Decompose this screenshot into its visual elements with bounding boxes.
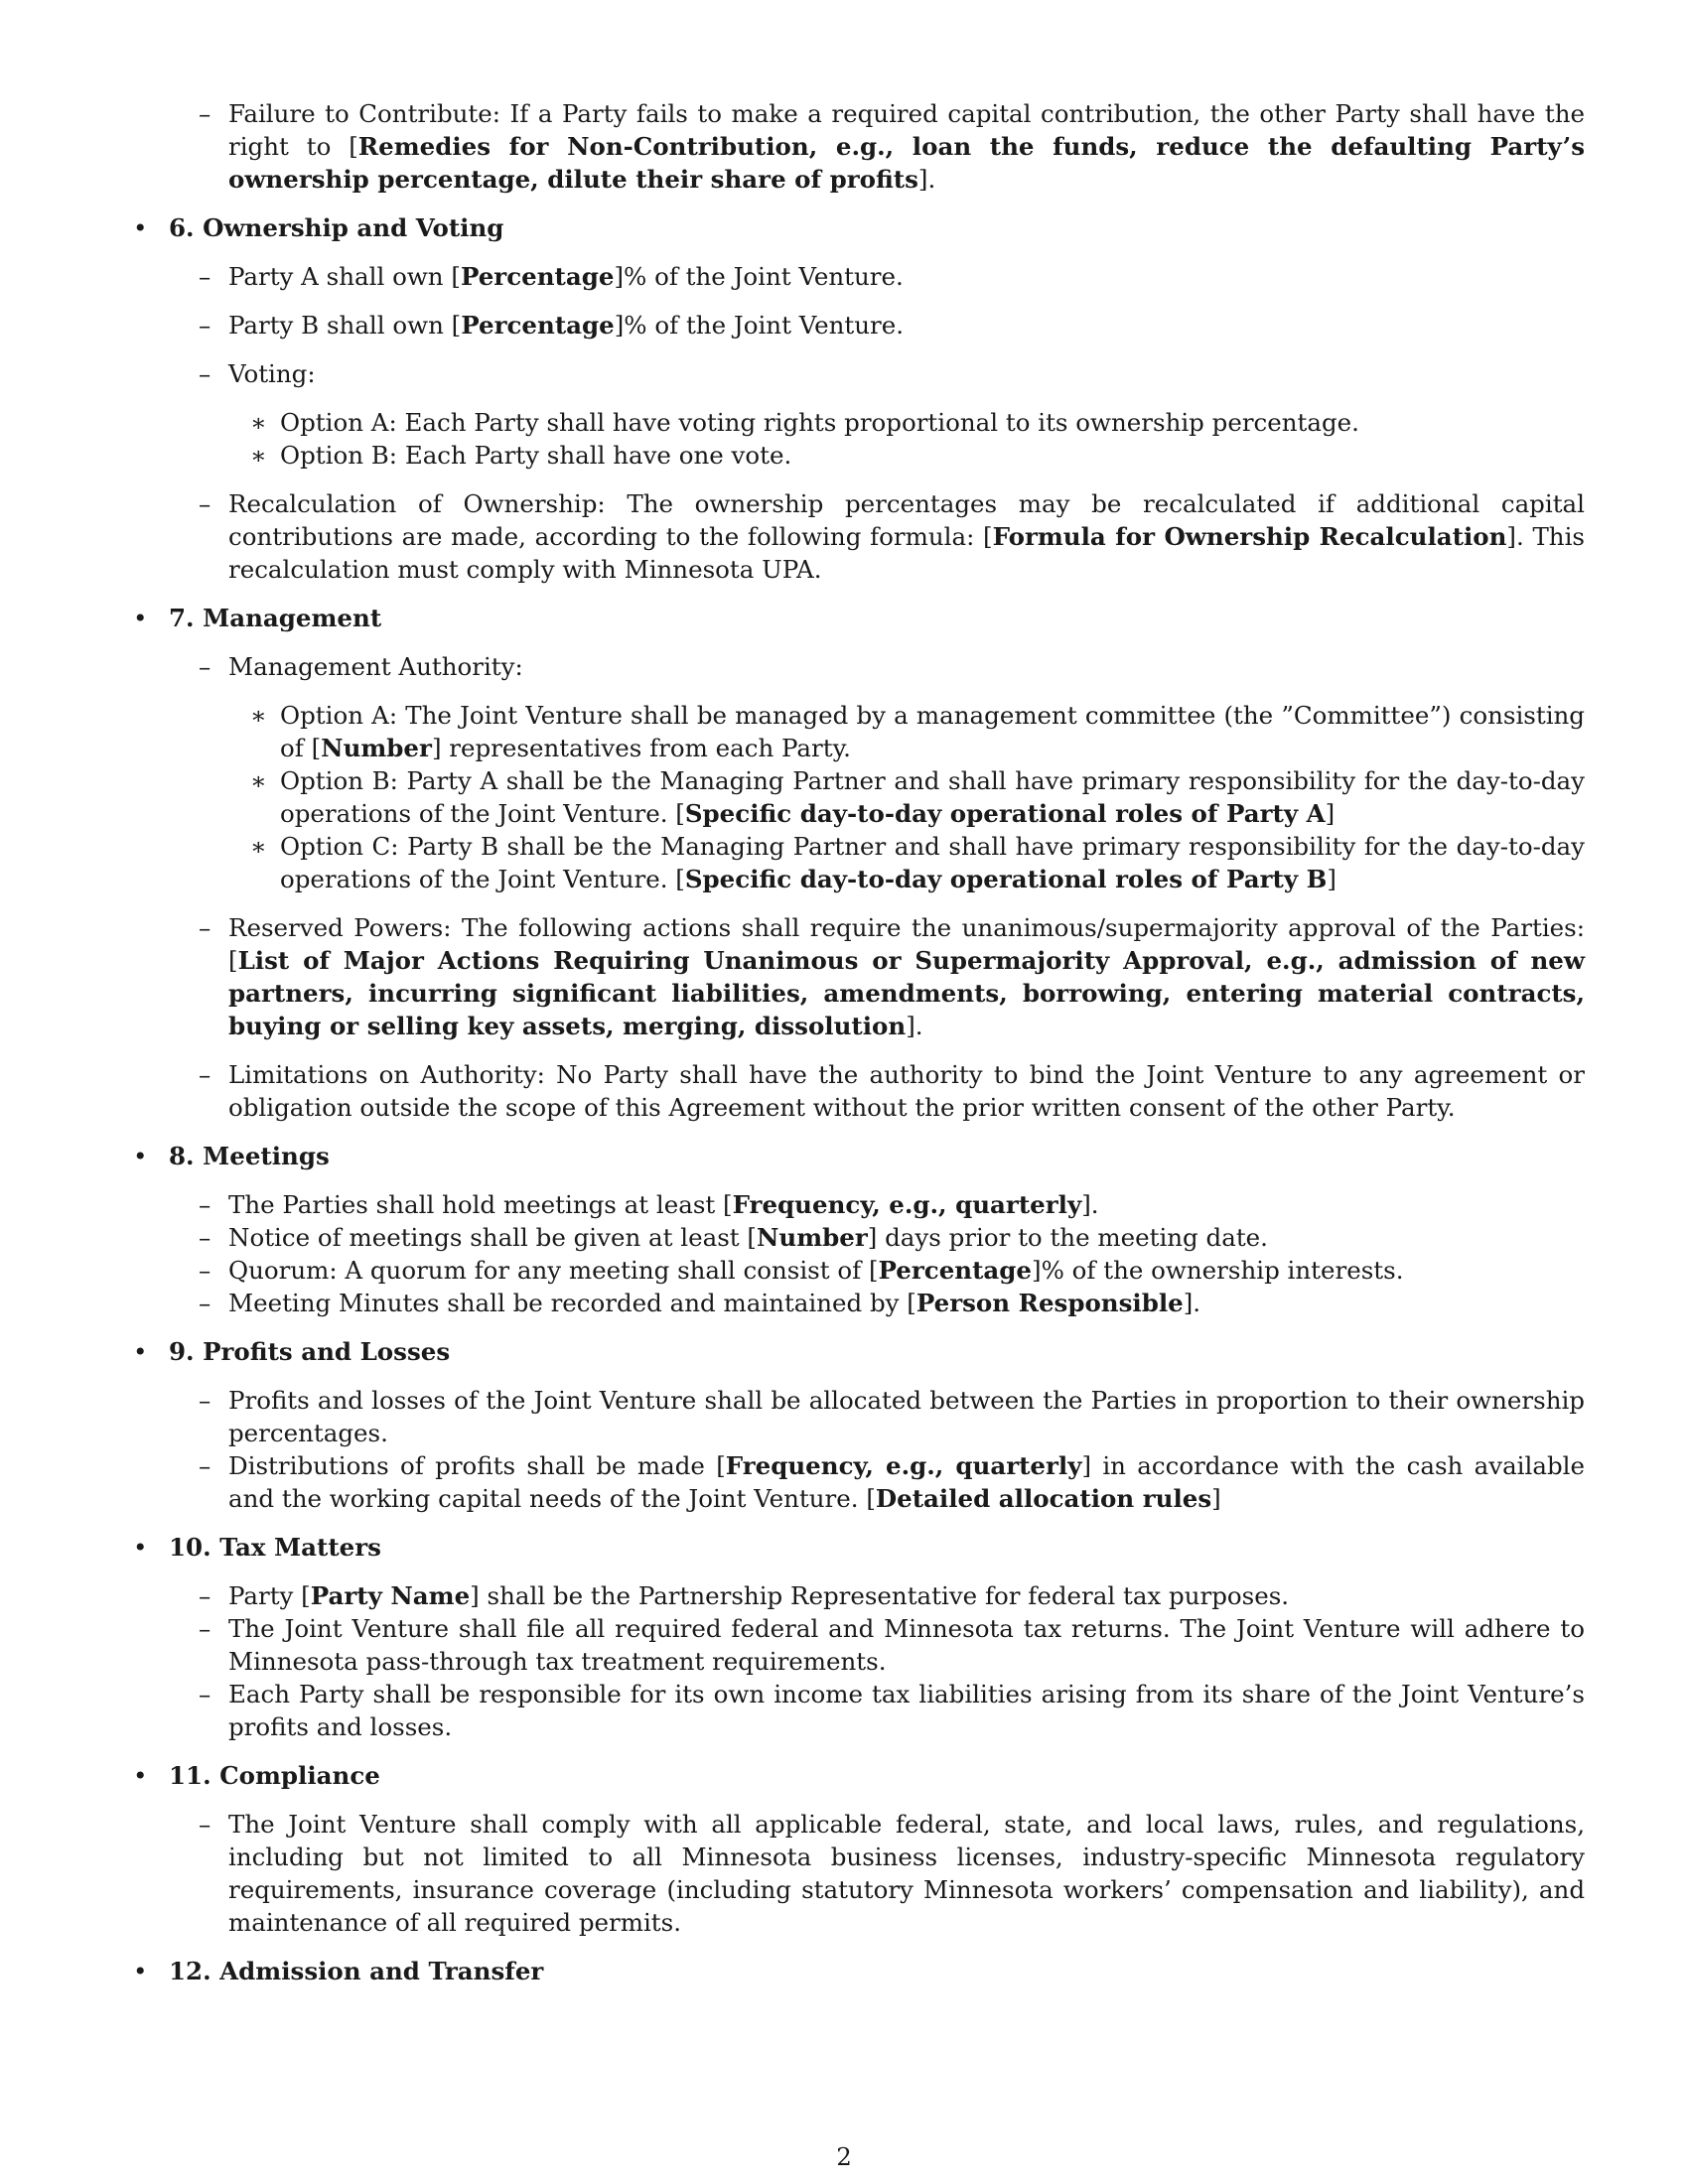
voting-item: – Voting: (199, 359, 316, 388)
management-authority-item: – Management Authority: (199, 652, 523, 681)
section-8-heading: • 8. Meetings (133, 1142, 330, 1170)
tax-liabilities: – Each Party shall be responsible for its own income tax liabilities arising from its share of the Joint Venture’s profits and losses. (199, 1680, 1585, 1741)
profits-distribution: – Distributions of profits shall be made [Frequency, e.g., quarterly] in accordance with the cash available and the working capital needs of the Joint Venture. [Detailed allocation rules] (199, 1451, 1585, 1513)
limitations-item: – Limitations on Authority: No Party shall have the authority to bind the Joint Venture to any agreement or obligation outside the scope of this Agreement without the prior written consent of the other Party. (199, 1060, 1585, 1122)
meeting-frequency: – The Parties shall hold meetings at least [Frequency, e.g., quarterly]. (199, 1190, 1099, 1219)
tax-returns: – The Joint Venture shall file all required federal and Minnesota tax returns. The Joint Venture will adhere to Minnesota pass-through tax treatment requirements. (199, 1614, 1585, 1676)
meeting-minutes: – Meeting Minutes shall be recorded and maintained by [Person Responsible]. (199, 1289, 1201, 1317)
section-7-list-cont (133, 911, 1585, 1124)
section-8-list (133, 1188, 1585, 1319)
section-10-heading: • 10. Tax Matters (133, 1533, 381, 1562)
section-11-list (133, 1808, 1585, 1939)
section-9-heading: • 9. Profits and Losses (133, 1337, 451, 1366)
management-option-a: ∗ Option A: The Joint Venture shall be managed by a management committee (the ”Committee”) consisting of [Number] representatives from each Party. (250, 701, 1585, 762)
section-11-heading: • 11. Compliance (133, 1761, 380, 1790)
section-7-list (133, 650, 1585, 683)
voting-option-b: ∗ Option B: Each Party shall have one vote. (250, 441, 792, 470)
document-page (133, 97, 1585, 2003)
reserved-powers-item: – Reserved Powers: The following actions shall require the unanimous/supermajority approval of the Parties: [List of Major Actions Requiring Unanimous or Supermajority Approval, e.g., admission of new partners, incurring significant liabilities, amendments, borrowing, entering material contracts, buying or selling key assets, merging, dissolution]. (199, 913, 1585, 1040)
management-options (133, 699, 1585, 895)
meeting-notice: – Notice of meetings shall be given at least [Number] days prior to the meeting date. (199, 1223, 1268, 1252)
profits-allocation: – Profits and losses of the Joint Venture shall be allocated between the Parties in proportion to their ownership percentages. (199, 1386, 1585, 1447)
compliance-item: – The Joint Venture shall comply with all applicable federal, state, and local laws, rules, and regulations, including but not limited to all Minnesota business licenses, industry-specific Minnesota regulatory requirements, insurance coverage (including statutory Minnesota workers’ compensation and liability), and maintenance of all required permits. (199, 1810, 1585, 1937)
section-9-list (133, 1384, 1585, 1515)
continued-list (133, 97, 1585, 196)
failure-to-contribute-item: – Failure to Contribute: If a Party fails to make a required capital contribution, the other Party shall have the right to [Remedies for Non-Contribution, e.g., loan the funds, reduce the defaulting Party’s ownership percentage, dilute their share of profits]. (199, 99, 1585, 194)
voting-options (133, 406, 1585, 472)
section-7-heading: • 7. Management (133, 604, 382, 632)
section-12-heading: • 12. Admission and Transfer (133, 1957, 544, 1985)
section-6-list-cont (133, 487, 1585, 586)
management-option-c: ∗ Option C: Party B shall be the Managing Partner and shall have primary responsibility for the day-to-day operations of the Joint Venture. [Specific day-to-day operational roles of Party B] (250, 832, 1585, 893)
section-6-list (133, 260, 1585, 390)
recalculation-item: – Recalculation of Ownership: The ownership percentages may be recalculated if additional capital contributions are made, according to the following formula: [Formula for Ownership Recalculation]. This recalculation must comply with Minnesota UPA. (199, 489, 1585, 584)
management-option-b: ∗ Option B: Party A shall be the Managing Partner and shall have primary responsibility for the day-to-day operations of the Joint Venture. [Specific day-to-day operational roles of Party A] (250, 766, 1585, 828)
tax-representative: – Party [Party Name] shall be the Partnership Representative for federal tax purposes. (199, 1581, 1290, 1610)
meeting-quorum: – Quorum: A quorum for any meeting shall consist of [Percentage]% of the ownership interests. (199, 1256, 1404, 1285)
voting-option-a: ∗ Option A: Each Party shall have voting rights proportional to its ownership percentage. (250, 408, 1359, 437)
dash-marker: – (199, 99, 211, 128)
section-10-list (133, 1579, 1585, 1743)
page-number: 2 (836, 2142, 852, 2171)
party-a-ownership: – Party A shall own [Percentage]% of the Joint Venture. (199, 262, 904, 291)
section-6-heading: • 6. Ownership and Voting (133, 213, 504, 242)
party-b-ownership: – Party B shall own [Percentage]% of the Joint Venture. (199, 311, 905, 340)
